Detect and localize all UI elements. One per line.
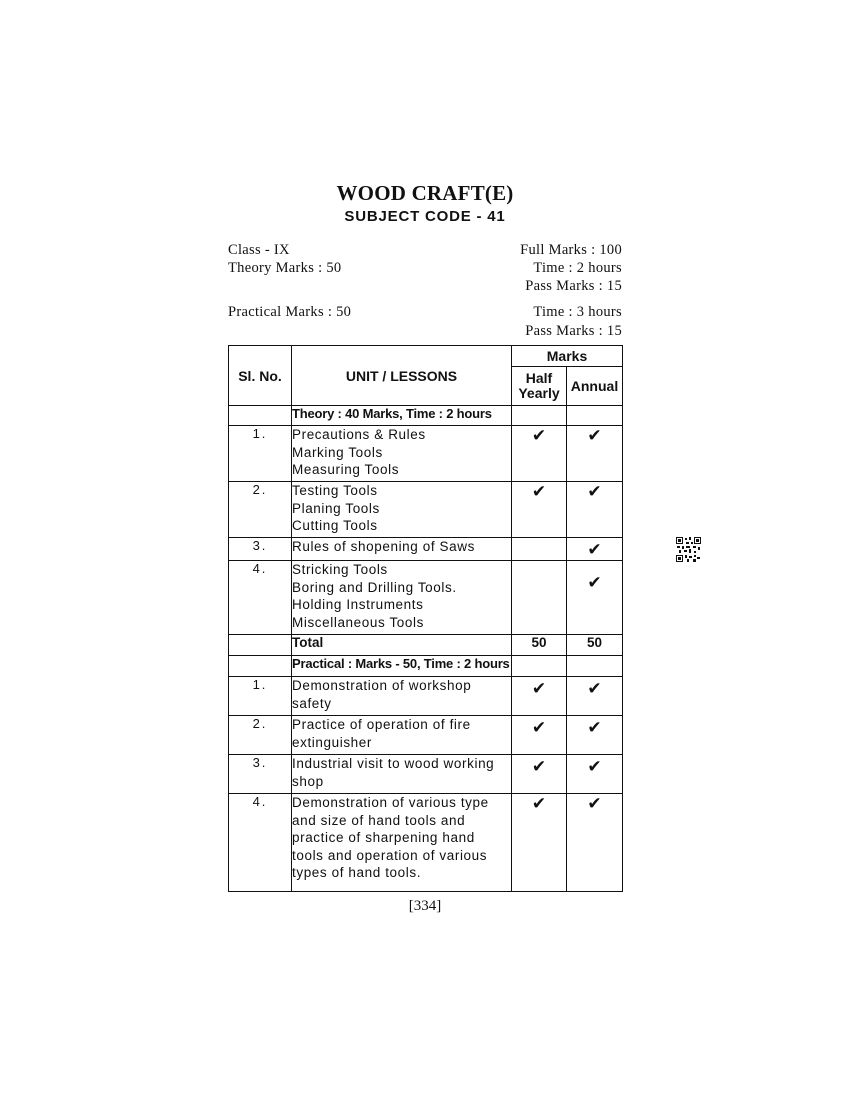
subject-code: SUBJECT CODE - 41: [344, 208, 506, 225]
row-lessons: [292, 482, 512, 538]
qr-code-icon: [676, 537, 701, 562]
lesson-line: shop: [292, 773, 324, 789]
lesson-line: Practice of operation of fire: [292, 717, 471, 732]
check-icon: ✔: [512, 482, 567, 538]
row-sl: 1.: [229, 677, 292, 716]
check-icon: ✔: [567, 426, 623, 482]
document-title: WOOD CRAFT(E): [336, 181, 514, 205]
lesson-line: safety: [292, 695, 332, 711]
row-sl: 3.: [229, 755, 292, 794]
full-marks-label: Full Marks : 100: [520, 242, 622, 258]
header-half-line2: Yearly: [518, 385, 560, 401]
check-icon: ✔: [567, 755, 623, 794]
total-annual: 50: [567, 635, 623, 656]
check-icon: ✔: [512, 426, 567, 482]
total-label: Total: [292, 635, 512, 656]
lesson-line: Cutting Tools: [292, 518, 378, 533]
theory-marks-label: Theory Marks : 50: [228, 260, 342, 276]
practical-time-label: Time : 3 hours: [533, 304, 622, 320]
check-icon: ✔: [567, 561, 623, 635]
total-row: [229, 635, 623, 656]
row-lessons: [292, 716, 512, 755]
page-number: [334]: [408, 898, 442, 914]
lesson-line: Precautions & Rules: [292, 427, 426, 442]
lesson-line: and size of hand tools and: [292, 812, 466, 828]
table-row: [229, 794, 623, 892]
lesson-line: Stricking Tools: [292, 562, 388, 577]
lesson-line: Planing Tools: [292, 500, 380, 516]
empty-cell: [229, 656, 292, 677]
header-half-line1: Half: [525, 370, 553, 386]
header-half-yearly: [512, 367, 567, 406]
row-lessons: [292, 677, 512, 716]
practical-pass-marks-label: Pass Marks : 15: [525, 323, 622, 339]
header-unit-lessons: UNIT / LESSONS: [292, 346, 512, 406]
table-row: [229, 426, 623, 482]
check-icon: ✔: [512, 755, 567, 794]
check-icon: ✔: [567, 677, 623, 716]
check-icon: ✔: [567, 716, 623, 755]
table-row: [229, 561, 623, 635]
theory-heading: Theory : 40 Marks, Time : 2 hours: [292, 406, 512, 426]
lesson-line: Demonstration of various type: [292, 795, 489, 810]
check-icon: ✔: [567, 538, 623, 561]
row-sl: 4.: [229, 561, 292, 635]
check-icon: ✔: [567, 794, 623, 892]
total-half-yearly: 50: [512, 635, 567, 656]
empty-cell: [229, 635, 292, 656]
check-icon: ✔: [567, 482, 623, 538]
lesson-line: Holding Instruments: [292, 597, 424, 612]
empty-cell: [512, 656, 567, 677]
theory-pass-marks-label: Pass Marks : 15: [525, 278, 622, 294]
row-lessons: [292, 538, 512, 561]
lesson-line: practice of sharpening hand: [292, 830, 475, 845]
row-sl: 2.: [229, 716, 292, 755]
lesson-line: Testing Tools: [292, 483, 378, 498]
row-lessons: [292, 561, 512, 635]
row-lessons: [292, 755, 512, 794]
lesson-line: Demonstration of workshop: [292, 678, 472, 693]
lesson-line: Rules of shopening of Saws: [292, 539, 475, 554]
row-sl: 1.: [229, 426, 292, 482]
row-lessons: [292, 794, 512, 892]
empty-cell: [567, 656, 623, 677]
class-label: Class - IX: [228, 242, 290, 258]
lesson-line: Marking Tools: [292, 444, 383, 460]
table-row: [229, 538, 623, 561]
table-row: [229, 755, 623, 794]
row-sl: 4.: [229, 794, 292, 892]
row-sl: 2.: [229, 482, 292, 538]
row-lessons: [292, 426, 512, 482]
table-row: [229, 482, 623, 538]
header-sl-no: Sl. No.: [229, 346, 292, 406]
lesson-line: Industrial visit to wood working: [292, 756, 495, 771]
lesson-line: Miscellaneous Tools: [292, 614, 424, 630]
empty-cell: [512, 538, 567, 561]
check-icon: ✔: [512, 794, 567, 892]
header-marks: Marks: [512, 346, 623, 367]
lesson-line: types of hand tools.: [292, 865, 422, 880]
practical-heading: Practical : Marks - 50, Time : 2 hours: [292, 656, 512, 677]
empty-cell: [229, 406, 292, 426]
practical-marks-label: Practical Marks : 50: [228, 304, 352, 320]
header-annual: Annual: [567, 367, 623, 406]
theory-time-label: Time : 2 hours: [533, 260, 622, 276]
empty-cell: [512, 406, 567, 426]
lesson-line: Boring and Drilling Tools.: [292, 579, 457, 595]
lesson-line: tools and operation of various: [292, 847, 488, 863]
empty-cell: [512, 561, 567, 635]
empty-cell: [567, 406, 623, 426]
lesson-line: extinguisher: [292, 734, 372, 750]
lesson-line: Measuring Tools: [292, 462, 400, 477]
syllabus-table: [228, 345, 623, 892]
table-row: [229, 677, 623, 716]
check-icon: ✔: [512, 716, 567, 755]
row-sl: 3.: [229, 538, 292, 561]
table-row: [229, 716, 623, 755]
check-icon: ✔: [512, 677, 567, 716]
